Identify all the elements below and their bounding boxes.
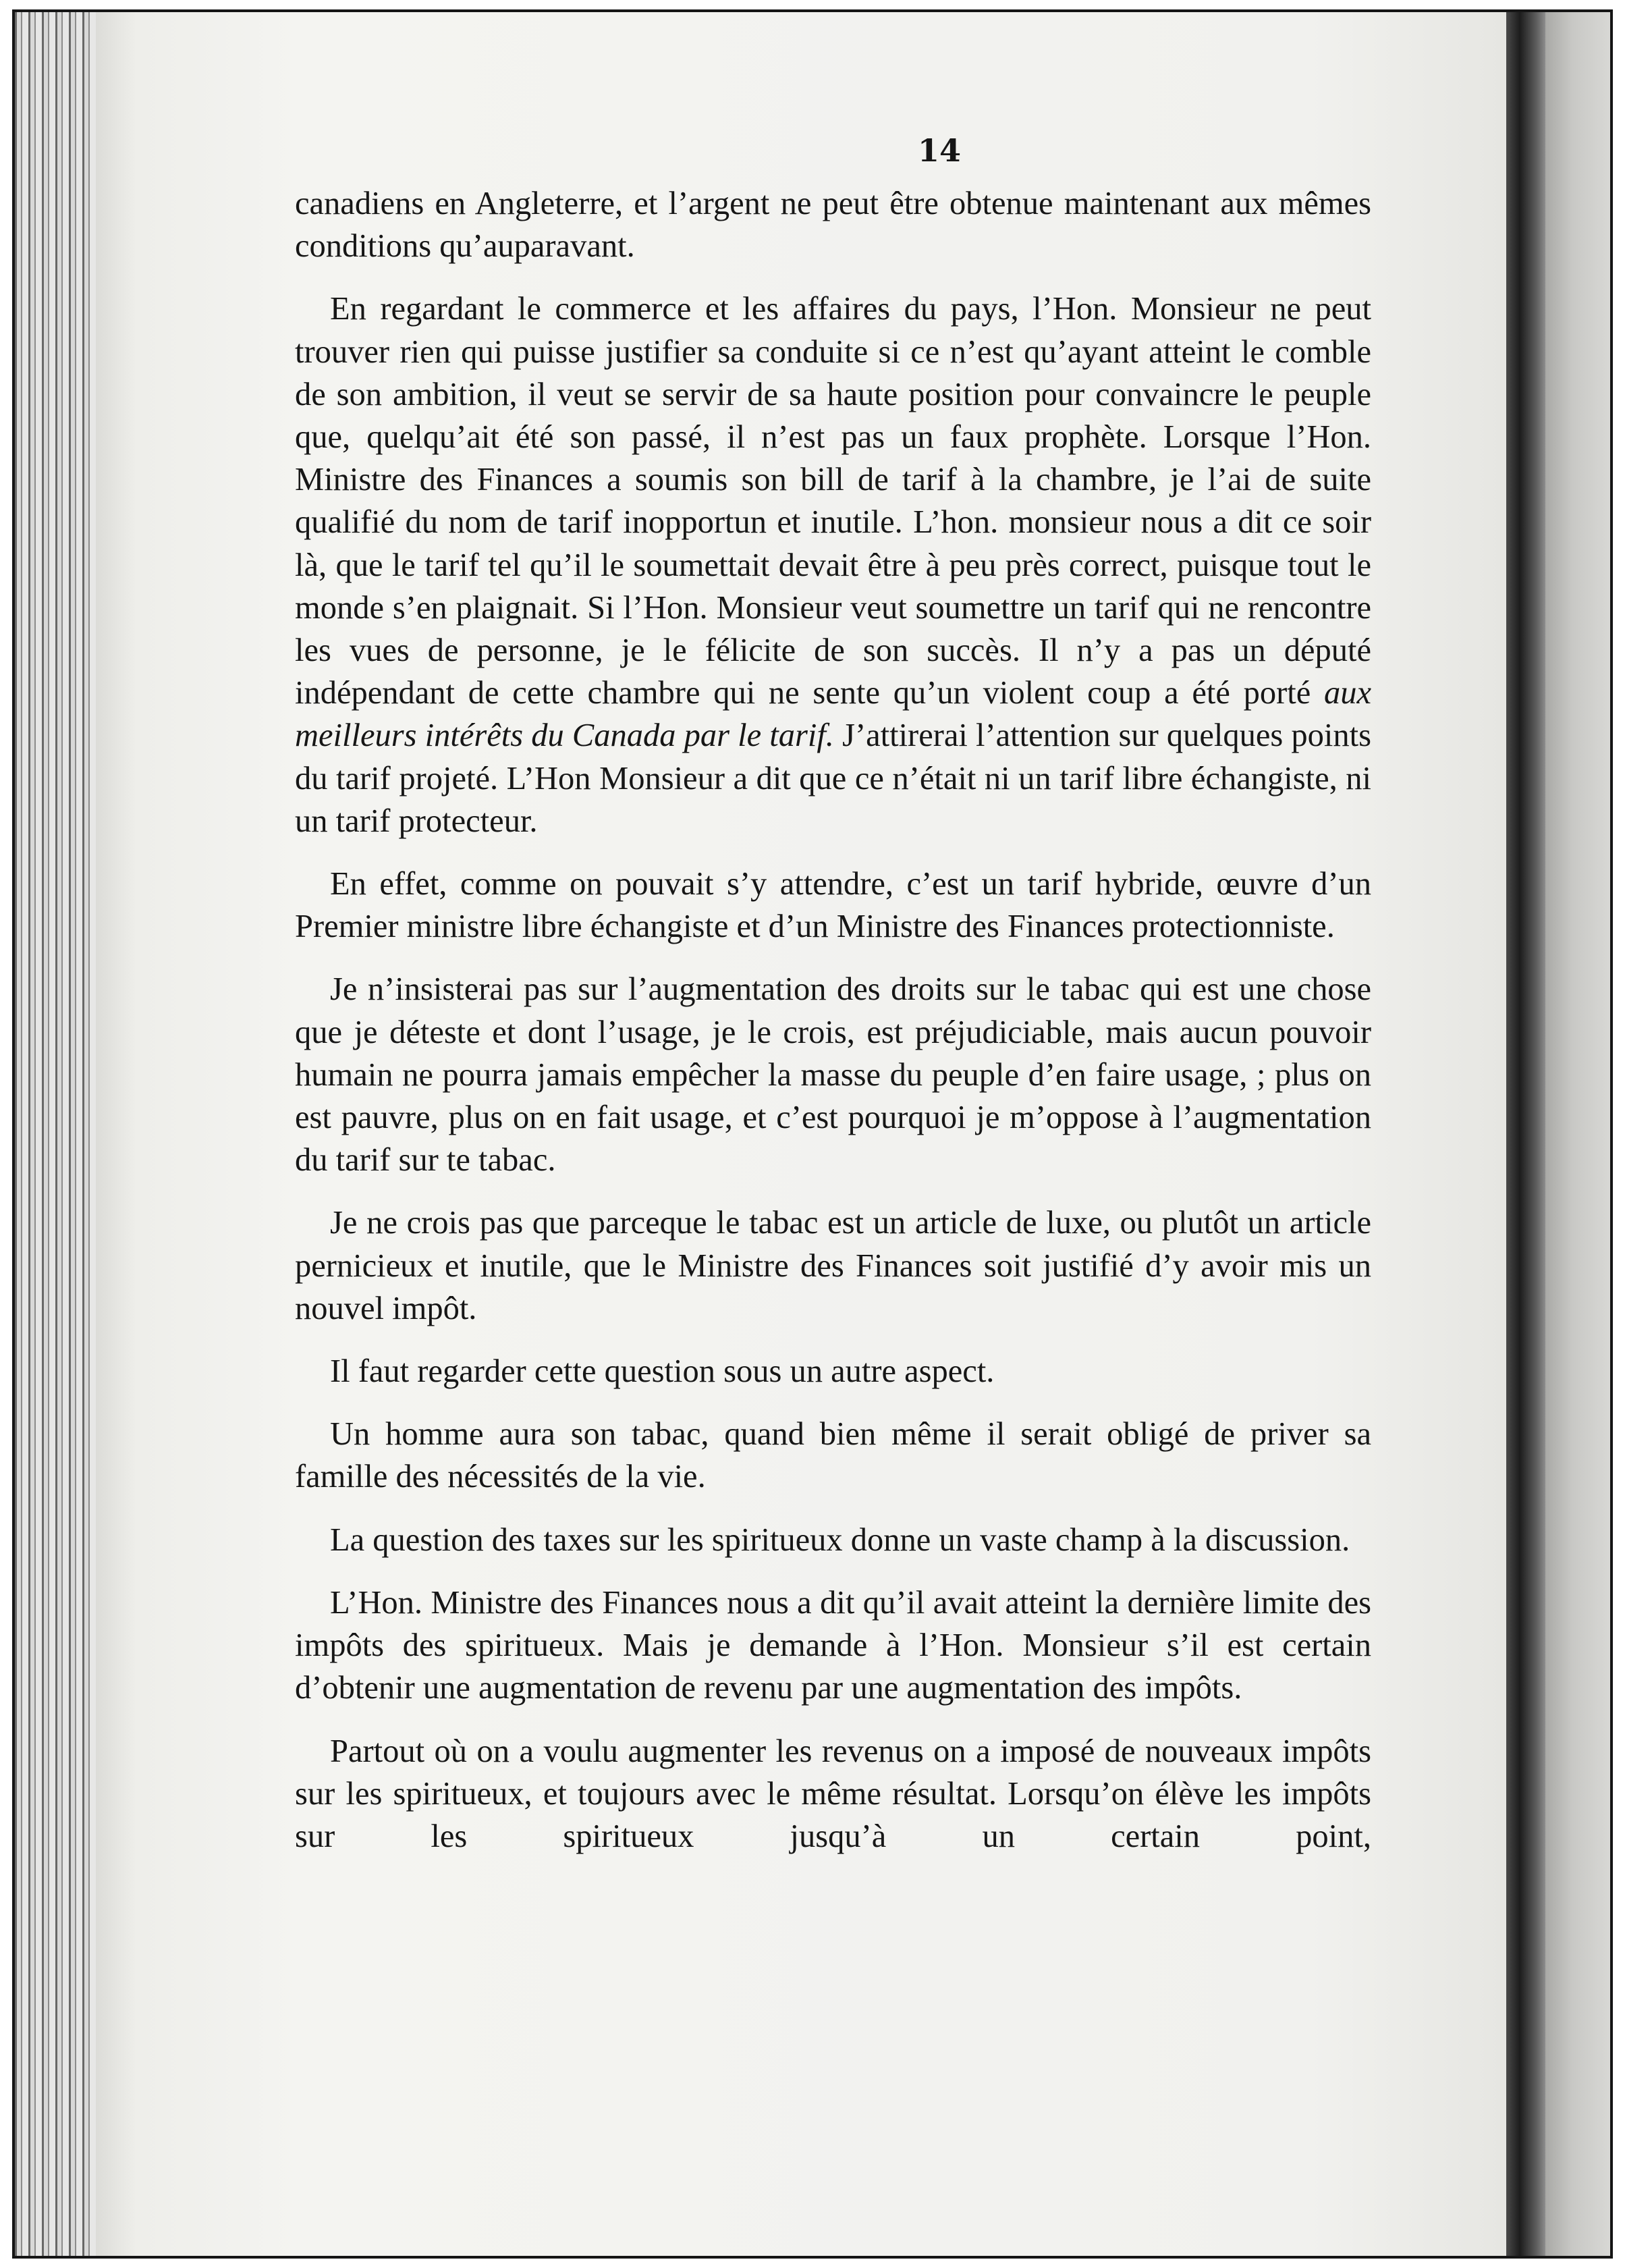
paragraph: Il faut regarder cette question sous un autre aspect. bbox=[330, 1353, 995, 1390]
page-number: 14 bbox=[917, 132, 961, 169]
binding-edge bbox=[15, 12, 96, 2256]
paragraph: En effet, comme on pouvait s’y attendre, c’est un tarif hybride, œuvre d’un Premier ministre libre échangiste et d’un Ministre des Finances protectionniste. bbox=[295, 866, 1371, 945]
paragraph bbox=[295, 288, 1371, 842]
paragraph-text: En regardant le commerce et les affaires du pays, l’Hon. Monsieur ne peut trouver rien qui puisse justifier sa conduite si ce n’est qu’ayant atteint le comble de son ambition, il veut se servir de sa haute position pour convaincre le peuple que, quelqu’ait été son passé, il n’est pas un faux prophète. Lorsque l’Hon. Ministre des Finances a soumis son bill de tarif à la chambre, je l’ai de suite qualifié du nom de tarif inopportun et inutile. L’hon. monsieur nous a dit ce soir là, que le tarif tel qu’il le soumettait devait être à peu près correct, puisque tout le monde s’en plaignait. Si l’Hon. Monsieur veut soumettre un tarif qui ne rencontre les vues de personne, je le félicite de son succès. Il n’y a pas un député indépendant de cette chambre qui ne sente qu’un violent coup a été porté bbox=[295, 291, 1371, 711]
paragraph: canadiens en Angleterre, et l’argent ne peut être obtenue maintenant aux mêmes conditions qu’auparavant. bbox=[295, 186, 1371, 265]
paragraph: L’Hon. Ministre des Finances nous a dit qu’il avait atteint la dernière limite des impôts des spiritueux. Mais je demande à l’Hon. Monsieur s’il est certain d’obtenir une augmentation de revenu par une augmentation des impôts. bbox=[295, 1584, 1371, 1706]
book-spine-shadow bbox=[1506, 12, 1545, 2256]
paragraph: Je ne crois pas que parceque le tabac est un article de luxe, ou plutôt un article pernicieux et inutile, que le Ministre des Finances soit justifié d’y avoir mis un nouvel impôt. bbox=[295, 1205, 1371, 1326]
paragraph: Un homme aura son tabac, quand bien même il serait obligé de priver sa famille des nécessités de la vie. bbox=[295, 1416, 1371, 1495]
paragraph-text: J’attirerai l’attention sur quelques points du tarif projeté. L’Hon Monsieur a dit que ce n’était ni un tarif libre échangiste, ni un tarif protecteur. bbox=[295, 718, 1371, 839]
paragraph: Je n’insisterai pas sur l’augmentation des droits sur le tabac qui est une chose que je déteste et dont l’usage, je le crois, est préjudiciable, mais aucun pouvoir humain ne pourra jamais empêcher la masse du peuple d’en faire usage, ; plus on est pauvre, plus on en fait usage, et c’est pourquoi je m’oppose à l’augmentation du tarif sur te tabac. bbox=[295, 971, 1371, 1179]
facing-page-edge bbox=[1545, 12, 1613, 2256]
italic-phrase: aux meilleurs intérêts du Canada par le tarif. bbox=[295, 675, 1372, 754]
paragraph: La question des taxes sur les spiritueux donne un vaste champ à la discussion. bbox=[330, 1521, 1350, 1558]
body-text bbox=[295, 182, 1371, 1878]
paragraph: Partout où on a voulu augmenter les revenus on a imposé de nouveaux impôts sur les spiritueux, et toujours avec le même résultat. Lorsqu’on élève les impôts sur les spiritueux jusqu’à un certain point, bbox=[295, 1733, 1371, 1854]
